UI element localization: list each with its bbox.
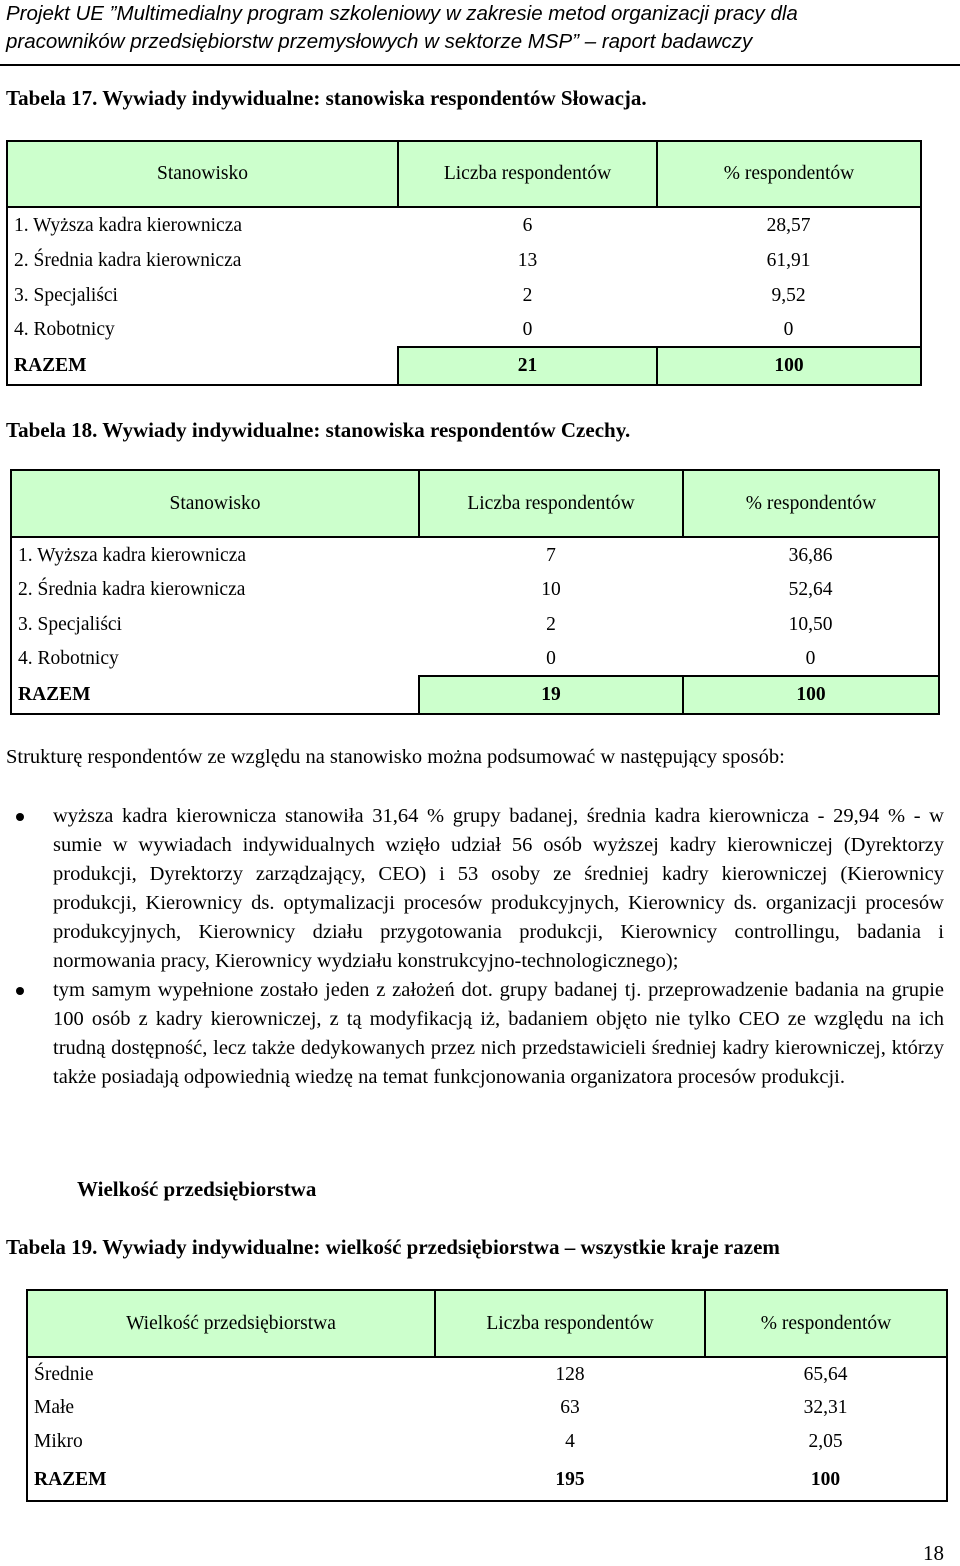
total-percent: 100	[683, 676, 939, 714]
total-percent: 100	[657, 347, 921, 385]
document-header	[6, 0, 952, 56]
table19-header-cell: Liczba respondentów	[435, 1290, 705, 1357]
table19-caption: Tabela 19. Wywiady indywidualne: wielkość przedsiębiorstwa – wszystkie kraje razem	[6, 1235, 780, 1259]
table-cell: 2,05	[705, 1425, 947, 1459]
list-item-text: tym samym wypełnione zostało jeden z założeń dot. grupy badanej tj. przeprowadzenie badania na grupie 100 osób z kadry kierowniczej, z tą modyfikacją iż, badaniem objęto nie tylko CEO ze względu na ich trudną dostępność, lecz także dedykowanych przez nich przedstawicieli średniej kadry kierowniczej, którzy także posiadają odpowiednią wiedzę na temat funkcjonowania organizatora procesów produkcji.	[53, 979, 944, 1088]
table-cell: 9,52	[657, 278, 921, 313]
table-row	[11, 607, 939, 642]
table19-header-row	[27, 1290, 947, 1357]
table-cell: Małe	[27, 1391, 435, 1425]
table-cell: 0	[657, 313, 921, 347]
total-count: 195	[435, 1459, 705, 1501]
table18-header-cell: Liczba respondentów	[419, 470, 683, 537]
table-row	[27, 1425, 947, 1459]
table-cell: Mikro	[27, 1425, 435, 1459]
table-cell: 2	[522, 284, 533, 306]
bullet-icon	[16, 813, 24, 821]
table19-header-cell: Wielkość przedsiębiorstwa	[27, 1290, 435, 1357]
table-row	[7, 313, 921, 347]
table17-caption: Tabela 17. Wywiady indywidualne: stanowiska respondentów Słowacja.	[6, 86, 647, 110]
table19-header-cell: % respondentów	[705, 1290, 947, 1357]
list-item-text: wyższa kadra kierownicza stanowiła 31,64 % grupy badanej, średnia kadra kierownicza - 29,94 % - w sumie w wywiadach indywidualnych wzięło udział 56 osób wyższej kadry kierowniczej (Dyrektorzy produkcji, Dyrektorzy zarządzający, CEO) i 53 osoby ze średniej kadry kierowniczej (Kierownicy produkcji, Kierownicy ds. optymalizacji procesów produkcyjnych, Kierownicy ds. organizacji procesów produkcyjnych, Kierownicy działu przygotowania produkcji, Kierownicy controllingu, badania i normowania pracy, Kierownicy wydziału konstrukcyjno-technologicznego);	[53, 805, 944, 972]
table-cell: 7	[546, 544, 556, 566]
table-cell: Średnie	[27, 1357, 435, 1391]
table-cell: 65,64	[705, 1357, 947, 1391]
total-label: RAZEM	[27, 1459, 435, 1501]
table-cell: 32,31	[705, 1391, 947, 1425]
table-cell: 2. Średnia kadra kierownicza	[7, 243, 398, 278]
header-line-2: pracowników przedsiębiorstw przemysłowych w sektorze MSP” – raport badawczy	[6, 30, 753, 53]
table18-total-row	[11, 676, 939, 714]
table-row	[11, 537, 939, 573]
table-cell: 0	[683, 642, 939, 676]
table18-header-row	[11, 470, 939, 537]
table-cell: 4. Robotnicy	[11, 642, 419, 676]
table-cell: 10	[541, 579, 561, 600]
table-row	[27, 1357, 947, 1391]
table-cell: 63	[560, 1397, 580, 1418]
table-row	[11, 573, 939, 607]
page-number: 18	[923, 1541, 944, 1565]
table-cell: 0	[522, 318, 533, 340]
table-row	[7, 207, 921, 243]
table17-header-cell: Liczba respondentów	[398, 141, 657, 207]
table-cell: 1. Wyższa kadra kierownicza	[11, 537, 419, 573]
table17-total-row	[7, 347, 921, 385]
intro-paragraph: Strukturę respondentów ze względu na stanowisko można podsumować w następujący sposób:	[6, 746, 785, 768]
table18-header-cell: % respondentów	[683, 470, 939, 537]
table17-header-cell: Stanowisko	[7, 141, 398, 207]
table18	[10, 469, 940, 715]
header-divider	[0, 64, 960, 66]
table-cell: 3. Specjaliści	[11, 607, 419, 642]
table-row	[7, 278, 921, 313]
table18-caption: Tabela 18. Wywiady indywidualne: stanowiska respondentów Czechy.	[6, 418, 631, 442]
total-label: RAZEM	[11, 676, 419, 714]
table19-total-row	[27, 1459, 947, 1501]
table17-header-row	[7, 141, 921, 207]
table-cell: 36,86	[683, 537, 939, 573]
summary-bullet-list	[6, 802, 944, 1092]
table-row	[7, 243, 921, 278]
table-cell: 2. Średnia kadra kierownicza	[11, 573, 419, 607]
table-cell: 128	[555, 1363, 585, 1385]
table-row	[11, 642, 939, 676]
table-cell: 10,50	[683, 607, 939, 642]
total-percent: 100	[705, 1459, 947, 1501]
table-row	[27, 1391, 947, 1425]
table-cell: 4. Robotnicy	[7, 313, 398, 347]
list-item	[6, 802, 944, 976]
list-item	[6, 976, 944, 1092]
table-cell: 52,64	[683, 573, 939, 607]
table17	[6, 140, 922, 386]
table17-header-cell: % respondentów	[657, 141, 921, 207]
table-cell: 6	[522, 214, 533, 236]
table18-header-cell: Stanowisko	[11, 470, 419, 537]
total-count: 19	[419, 676, 683, 714]
bullet-icon	[16, 987, 24, 995]
total-count: 21	[398, 347, 657, 385]
table19	[26, 1289, 948, 1502]
table-cell: 3. Specjaliści	[7, 278, 398, 313]
table-cell: 2	[546, 613, 556, 635]
header-line-1: Projekt UE ”Multimedialny program szkoleniowy w zakresie metod organizacji pracy dla	[6, 2, 798, 25]
table-cell: 61,91	[657, 243, 921, 278]
total-label: RAZEM	[7, 347, 398, 385]
table-cell: 28,57	[657, 207, 921, 243]
table-cell: 0	[546, 647, 556, 669]
table-cell: 1. Wyższa kadra kierownicza	[7, 207, 398, 243]
table-cell: 4	[565, 1431, 575, 1452]
table-cell: 13	[517, 249, 538, 271]
section-title: Wielkość przedsiębiorstwa	[77, 1177, 317, 1201]
